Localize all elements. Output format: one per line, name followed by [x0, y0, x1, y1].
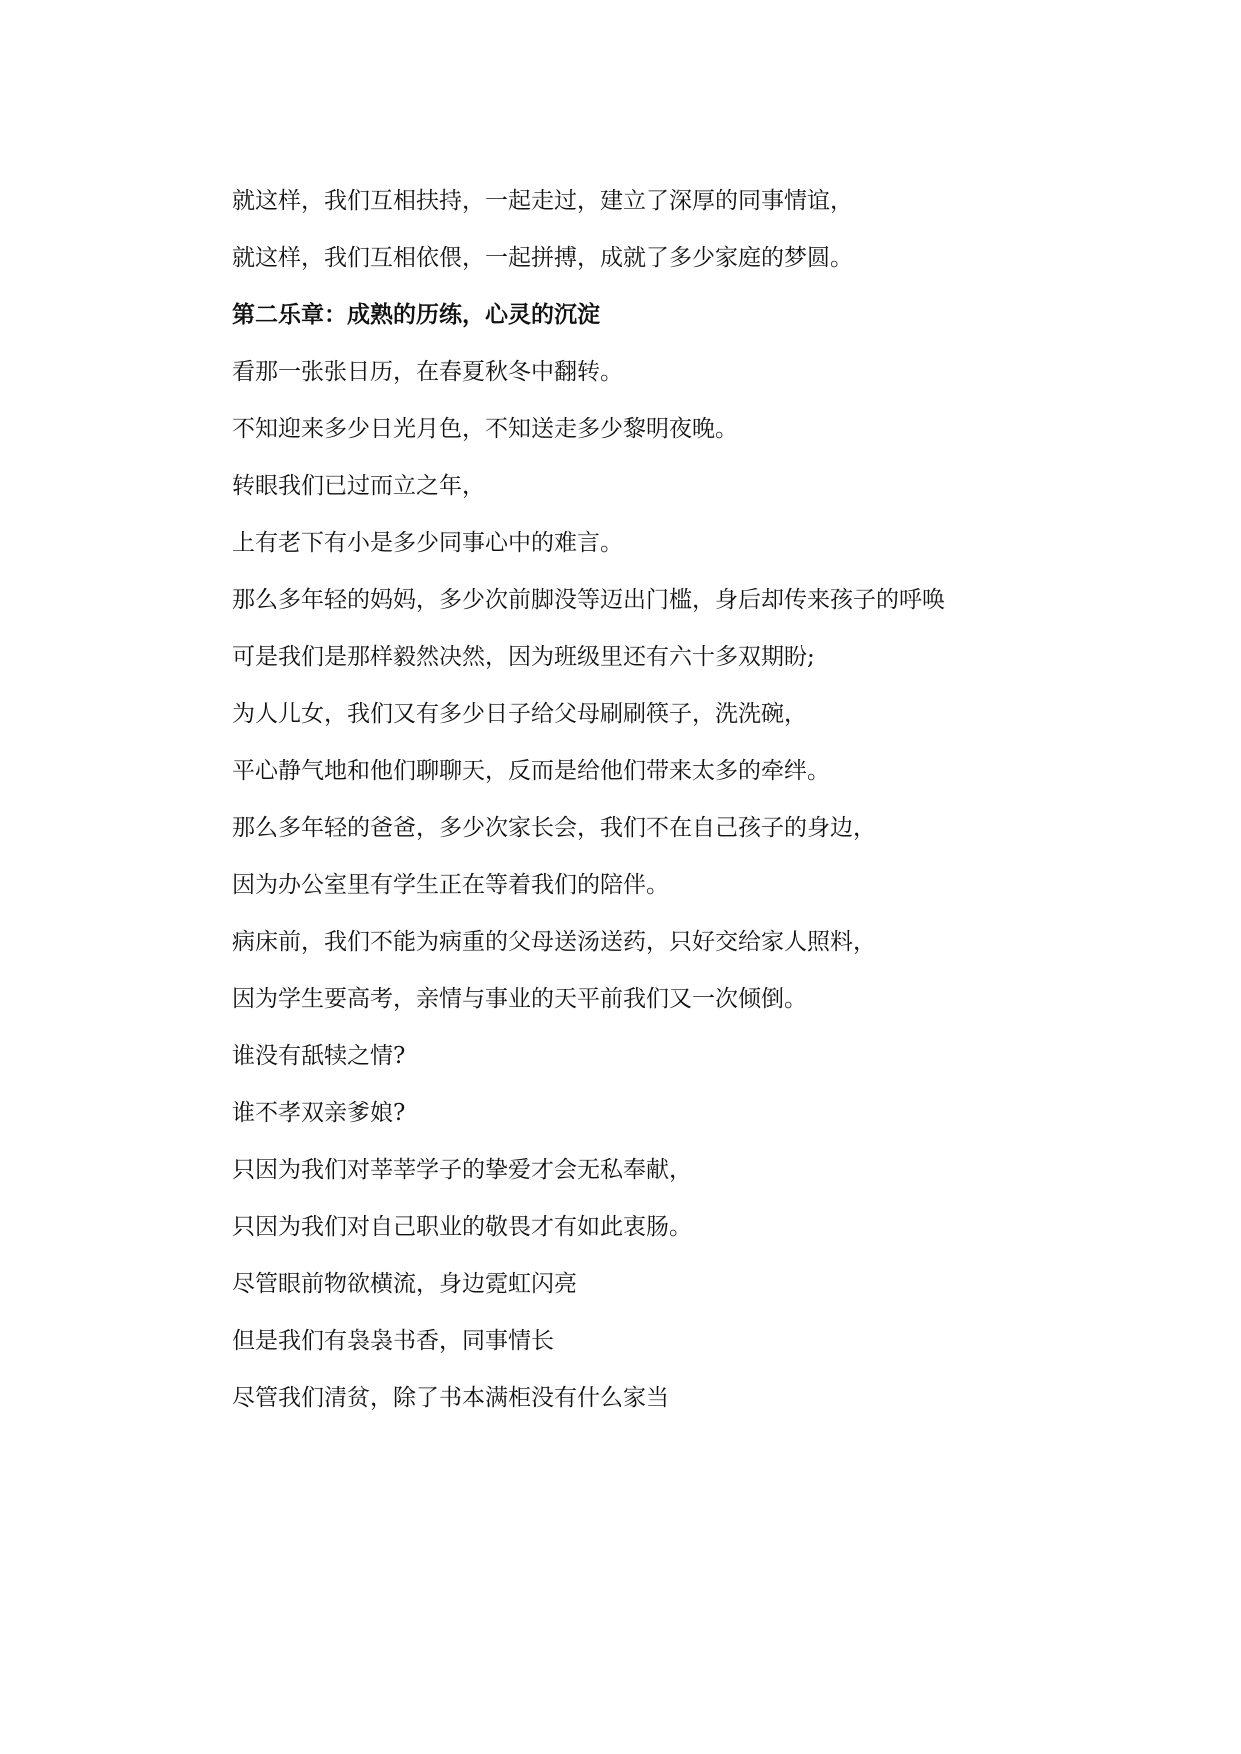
- text-line: 那么多年轻的妈妈，多少次前脚没等迈出门槛，身后却传来孩子的呼唤: [232, 587, 945, 613]
- text-line: 但是我们有袅袅书香，同事情长: [232, 1328, 554, 1354]
- text-line: 就这样，我们互相扶持，一起走过，建立了深厚的同事情谊，: [232, 188, 853, 214]
- text-line: 那么多年轻的爸爸，多少次家长会，我们不在自己孩子的身边，: [232, 815, 876, 841]
- text-line: 为人儿女，我们又有多少日子给父母刷刷筷子，洗洗碗，: [232, 701, 807, 727]
- text-line: 看那一张张日历，在春夏秋冬中翻转。: [232, 359, 623, 385]
- text-line: 因为学生要高考，亲情与事业的天平前我们又一次倾倒。: [232, 986, 807, 1012]
- text-line: 尽管我们清贫，除了书本满柜没有什么家当: [232, 1385, 669, 1411]
- text-line: 谁没有舐犊之情?: [232, 1043, 406, 1069]
- text-line: 可是我们是那样毅然决然，因为班级里还有六十多双期盼;: [232, 644, 815, 670]
- text-line: 转眼我们已过而立之年，: [232, 473, 485, 499]
- text-line: 不知迎来多少日光月色，不知送走多少黎明夜晚。: [232, 416, 738, 442]
- text-line: 因为办公室里有学生正在等着我们的陪伴。: [232, 872, 669, 898]
- text-line: 病床前，我们不能为病重的父母送汤送药，只好交给家人照料，: [232, 929, 876, 955]
- document-body: [232, 180, 1052, 1434]
- text-line: 只因为我们对莘莘学子的挚爱才会无私奉献，: [232, 1157, 692, 1183]
- text-line: 谁不孝双亲爹娘?: [232, 1100, 406, 1126]
- text-line: 只因为我们对自己职业的敬畏才有如此衷肠。: [232, 1214, 692, 1240]
- text-line: 就这样，我们互相依偎，一起拼搏，成就了多少家庭的梦圆。: [232, 245, 853, 271]
- text-line: 平心静气地和他们聊聊天，反而是给他们带来太多的牵绊。: [232, 758, 830, 784]
- text-line: 尽管眼前物欲横流，身边霓虹闪亮: [232, 1271, 577, 1297]
- section-heading: 第二乐章：成熟的历练，心灵的沉淀: [232, 302, 600, 328]
- text-line: 上有老下有小是多少同事心中的难言。: [232, 530, 623, 556]
